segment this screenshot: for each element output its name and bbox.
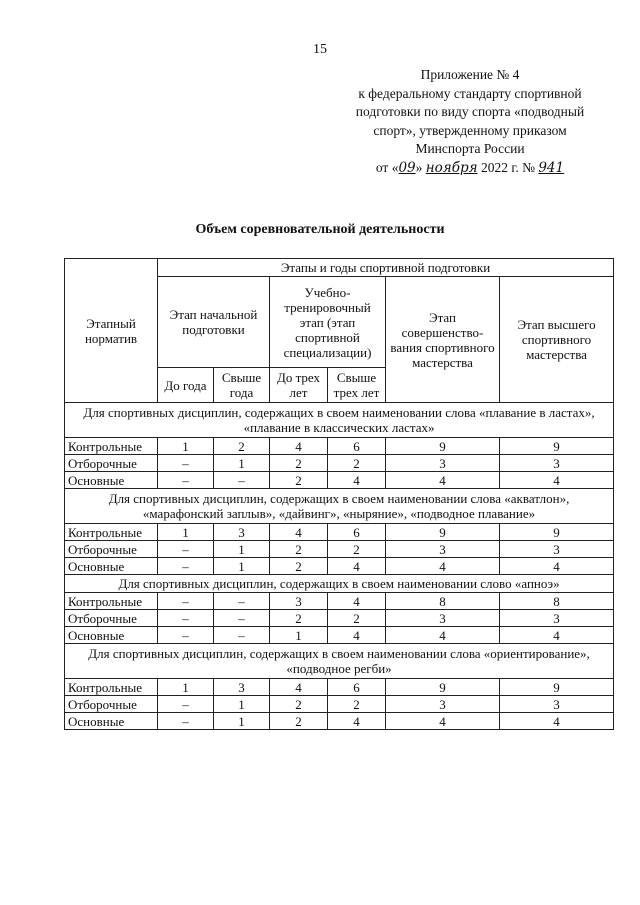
table-cell: 3 (214, 524, 270, 541)
group-title-row (65, 575, 614, 593)
table-cell: 8 (386, 593, 500, 610)
table-cell: 6 (328, 679, 386, 696)
table-row (65, 713, 614, 730)
row-label: Отборочные (65, 541, 158, 558)
table-cell: 2 (328, 696, 386, 713)
table-cell: 9 (500, 679, 614, 696)
table-cell: 1 (214, 455, 270, 472)
table-cell: 9 (500, 438, 614, 455)
table-row (65, 679, 614, 696)
table-cell: 4 (500, 627, 614, 644)
table-cell: 4 (328, 558, 386, 575)
group-title-row (65, 644, 614, 679)
table-row (65, 438, 614, 455)
table-cell: 1 (270, 627, 328, 644)
header-stage-higher: Этап высшего спортивного мастерства (500, 277, 614, 403)
table-cell: – (158, 627, 214, 644)
order-day: 09 (398, 159, 416, 176)
table-row (65, 541, 614, 558)
table-cell: 2 (328, 455, 386, 472)
table-cell: 4 (328, 593, 386, 610)
table-cell: 2 (270, 558, 328, 575)
group-title: Для спортивных дисциплин, содержащих в своем наименовании слова «акватлон», «марафонский заплыв», «дайвинг», «ныряние», «подводное плавание» (65, 489, 614, 524)
table-cell: 1 (214, 558, 270, 575)
table-row (65, 627, 614, 644)
table-cell: 2 (270, 696, 328, 713)
table-cell: 4 (386, 558, 500, 575)
table-row (65, 696, 614, 713)
table-row (65, 558, 614, 575)
header-stage-improvement: Этап совершенство-вания спортивного мастерства (386, 277, 500, 403)
table-cell: 4 (500, 472, 614, 489)
row-label: Основные (65, 558, 158, 575)
header-stage-initial: Этап начальной подготовки (158, 277, 270, 368)
table-cell: 4 (386, 713, 500, 730)
table-cell: – (214, 593, 270, 610)
table-cell: 2 (270, 541, 328, 558)
order-month: ноября (425, 159, 478, 176)
row-label: Отборочные (65, 610, 158, 627)
header-stage-training: Учебно-тренировочный этап (этап спортивной специализации) (270, 277, 386, 368)
row-label: Контрольные (65, 679, 158, 696)
table-cell: 2 (270, 472, 328, 489)
table-cell: 3 (500, 455, 614, 472)
document-title: Объем соревновательной деятельности (195, 222, 445, 237)
table-cell: 4 (328, 627, 386, 644)
table-cell: 1 (214, 713, 270, 730)
table-cell: 3 (386, 696, 500, 713)
row-label: Контрольные (65, 438, 158, 455)
table-cell: 9 (386, 679, 500, 696)
group-title: Для спортивных дисциплин, содержащих в своем наименовании слова «плавание в ластах», «плавание в классических ластах» (65, 403, 614, 438)
row-label: Контрольные (65, 593, 158, 610)
order-date-line (330, 159, 610, 178)
table-cell: – (158, 455, 214, 472)
table-cell: 2 (328, 610, 386, 627)
table-cell: 9 (500, 524, 614, 541)
competition-norms-table (64, 258, 614, 730)
table-cell: 3 (500, 610, 614, 627)
row-label: Основные (65, 472, 158, 489)
date-prefix: от « (375, 159, 399, 175)
order-year: 2022 г. № (480, 159, 535, 175)
page-number: 15 (313, 42, 327, 57)
table-cell: 2 (328, 541, 386, 558)
table-row (65, 610, 614, 627)
order-number: 941 (538, 159, 565, 176)
table-cell: 2 (270, 455, 328, 472)
table-cell: 4 (386, 627, 500, 644)
header-sub-to-three: До трех лет (270, 368, 328, 403)
table-cell: 4 (270, 438, 328, 455)
table-cell: – (158, 541, 214, 558)
table-cell: 6 (328, 438, 386, 455)
table-cell: 4 (386, 472, 500, 489)
table-cell: 2 (270, 610, 328, 627)
group-title: Для спортивных дисциплин, содержащих в своем наименовании слово «апноэ» (65, 575, 614, 593)
table-cell: 4 (328, 472, 386, 489)
table-cell: 3 (500, 696, 614, 713)
table-cell: 3 (270, 593, 328, 610)
table-cell: – (158, 696, 214, 713)
table-cell: 1 (214, 541, 270, 558)
table-cell: 1 (158, 438, 214, 455)
table-cell: 3 (500, 541, 614, 558)
table-cell: 1 (158, 679, 214, 696)
appendix-line-2: к федеральному стандарту спортивной (358, 85, 582, 101)
table-cell: 9 (386, 438, 500, 455)
appendix-line-1: Приложение № 4 (420, 67, 520, 82)
table-row (65, 472, 614, 489)
table-row (65, 593, 614, 610)
table-cell: 2 (214, 438, 270, 455)
table-cell: 3 (386, 455, 500, 472)
table-cell: 3 (386, 610, 500, 627)
row-label: Контрольные (65, 524, 158, 541)
row-label: Основные (65, 627, 158, 644)
table-cell: – (214, 610, 270, 627)
table-cell: 4 (500, 713, 614, 730)
date-mid: » (415, 159, 423, 175)
header-norm: Этапный норматив (65, 259, 158, 403)
table-cell: 6 (328, 524, 386, 541)
table-cell: – (214, 472, 270, 489)
table-cell: 2 (270, 713, 328, 730)
table-cell: 4 (328, 713, 386, 730)
row-label: Основные (65, 713, 158, 730)
table-cell: 4 (270, 524, 328, 541)
table-cell: 1 (158, 524, 214, 541)
table-cell: 4 (270, 679, 328, 696)
table-cell: – (158, 558, 214, 575)
group-title-row (65, 403, 614, 438)
appendix-block (330, 66, 610, 177)
table-row (65, 524, 614, 541)
appendix-line-4: спорт», утвержденному приказом (373, 122, 567, 138)
table-cell: – (158, 472, 214, 489)
table-cell: 8 (500, 593, 614, 610)
table-cell: 4 (500, 558, 614, 575)
appendix-line-3: подготовки по виду спорта «подводный (355, 104, 585, 119)
appendix-line-5: Минспорта России (415, 141, 525, 156)
table-cell: – (214, 627, 270, 644)
header-sub-over-three: Свыше трех лет (328, 368, 386, 403)
group-title: Для спортивных дисциплин, содержащих в своем наименовании слова «ориентирование», «подводное регби» (65, 644, 614, 679)
table-cell: – (158, 593, 214, 610)
table-cell: – (158, 713, 214, 730)
table-cell: 9 (386, 524, 500, 541)
table-cell: 1 (214, 696, 270, 713)
table-cell: 3 (386, 541, 500, 558)
table-row (65, 455, 614, 472)
header-sub-over-year: Свыше года (214, 368, 270, 403)
table-cell: – (158, 610, 214, 627)
header-sub-to-year: До года (158, 368, 214, 403)
row-label: Отборочные (65, 455, 158, 472)
table-cell: 3 (214, 679, 270, 696)
header-stages-title: Этапы и годы спортивной подготовки (158, 259, 614, 277)
group-title-row (65, 489, 614, 524)
row-label: Отборочные (65, 696, 158, 713)
